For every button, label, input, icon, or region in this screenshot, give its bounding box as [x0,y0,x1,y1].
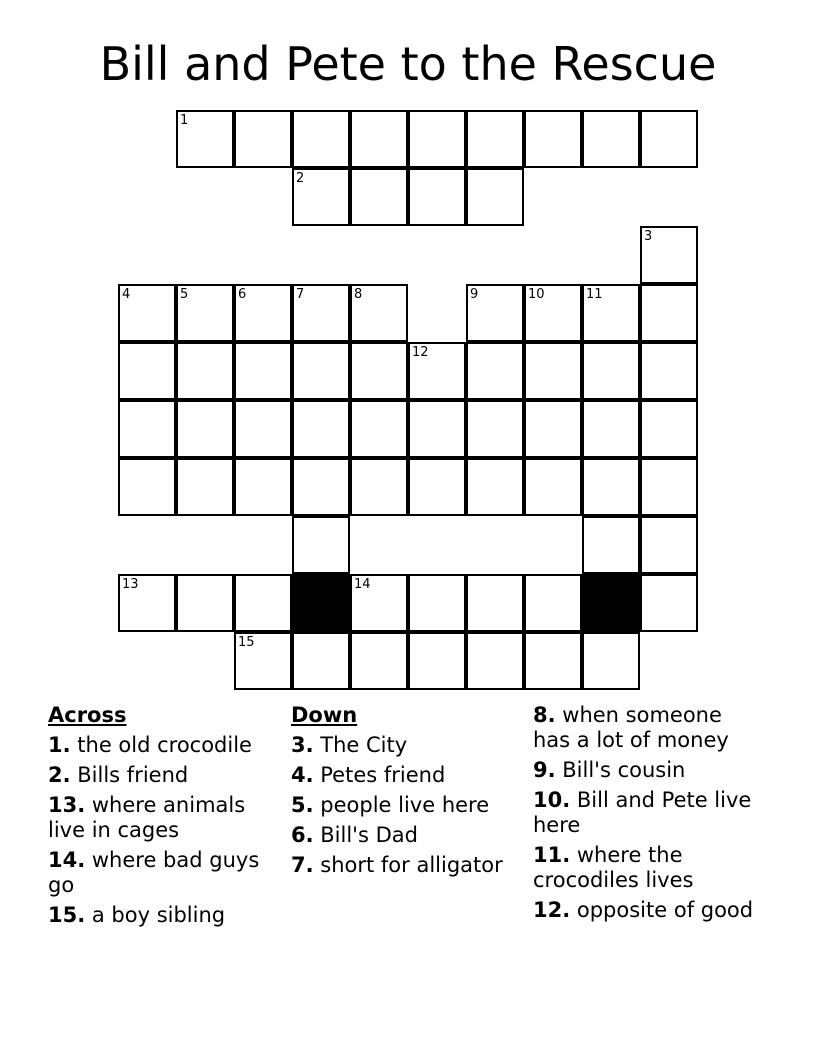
grid-cell[interactable] [408,168,466,226]
clue-text: where bad guys go [48,848,260,897]
puzzle-title: Bill and Pete to the Rescue [99,37,717,91]
grid-cell[interactable] [640,516,698,574]
grid-cell[interactable] [292,110,350,168]
clue-number: 7 [296,287,305,302]
clue-number: 14. [48,848,86,872]
grid-cell[interactable] [350,574,408,632]
clue-item [533,758,763,783]
clue-number: 14 [354,577,371,592]
grid-cell[interactable] [582,284,640,342]
grid-cell[interactable] [350,342,408,400]
grid-cell[interactable] [524,458,582,516]
grid-cell[interactable] [582,110,640,168]
grid-cell[interactable] [640,342,698,400]
grid-cell[interactable] [524,342,582,400]
grid-cell[interactable] [524,110,582,168]
down-clue-list [291,733,521,878]
grid-cell[interactable] [350,110,408,168]
grid-cell[interactable] [408,342,466,400]
grid-cell[interactable] [292,400,350,458]
grid-cell[interactable] [408,632,466,690]
clue-item [48,793,278,843]
clue-number: 13. [48,793,86,817]
grid-cell[interactable] [292,458,350,516]
grid-cell[interactable] [640,110,698,168]
grid-cell[interactable] [640,400,698,458]
grid-cell[interactable] [350,168,408,226]
grid-cell[interactable] [408,458,466,516]
grid-cell[interactable] [292,168,350,226]
clue-number: 5. [291,793,314,817]
grid-cell[interactable] [524,400,582,458]
clue-item [48,903,278,928]
grid-cell[interactable] [176,110,234,168]
grid-cell[interactable] [640,574,698,632]
grid-cell[interactable] [292,342,350,400]
clue-number: 11 [586,287,603,302]
grid-cell[interactable] [176,400,234,458]
grid-cell[interactable] [466,284,524,342]
grid-cell[interactable] [582,632,640,690]
grid-cell[interactable] [176,284,234,342]
grid-cell[interactable] [234,632,292,690]
clue-text: Bills friend [70,763,189,787]
clue-number: 6. [291,823,314,847]
clue-number: 9. [533,758,556,782]
grid-cell[interactable] [234,110,292,168]
grid-cell[interactable] [466,342,524,400]
clue-number: 10. [533,788,571,812]
grid-cell[interactable] [234,458,292,516]
grid-cell[interactable] [118,458,176,516]
grid-cell[interactable] [466,574,524,632]
clue-text: when someone has a lot of money [533,703,729,752]
clue-item [533,703,763,753]
clue-number: 15. [48,903,86,927]
clue-number: 8. [533,703,556,727]
grid-cell[interactable] [176,342,234,400]
grid-cell[interactable] [234,342,292,400]
grid-cell[interactable] [640,226,698,284]
clue-number: 5 [180,287,189,302]
grid-cell[interactable] [466,458,524,516]
clue-number: 10 [528,287,545,302]
grid-cell[interactable] [524,632,582,690]
grid-cell[interactable] [350,632,408,690]
clue-text: Bill's cousin [555,758,686,782]
clue-number: 11. [533,843,571,867]
grid-cell[interactable] [176,458,234,516]
grid-cell[interactable] [118,574,176,632]
grid-cell[interactable] [466,400,524,458]
grid-cell[interactable] [408,110,466,168]
across-heading: Across [48,703,127,727]
clue-item [533,898,763,923]
grid-cell[interactable] [350,458,408,516]
grid-cell[interactable] [292,284,350,342]
clue-text: short for alligator [313,853,503,877]
clue-item [291,793,521,818]
clue-item [48,763,278,788]
grid-cell[interactable] [524,574,582,632]
grid-cell[interactable] [350,400,408,458]
clue-number: 1 [180,113,189,128]
grid-cell[interactable] [350,284,408,342]
across-clue-list [48,733,278,928]
clue-number: 7. [291,853,314,877]
clue-item [291,763,521,788]
grid-cell[interactable] [234,574,292,632]
grid-cell[interactable] [466,168,524,226]
grid-cell[interactable] [234,284,292,342]
clue-number: 15 [238,635,255,650]
clue-number: 3. [291,733,314,757]
clue-number: 6 [238,287,247,302]
grid-cell[interactable] [292,516,350,574]
down-clues [291,703,521,883]
across-clues [48,703,278,933]
clue-item [291,853,521,878]
clue-item [533,843,763,893]
clue-number: 9 [470,287,479,302]
grid-cell[interactable] [176,574,234,632]
grid-cell[interactable] [640,284,698,342]
grid-cell[interactable] [408,400,466,458]
clue-number: 8 [354,287,363,302]
down-heading: Down [291,703,358,727]
grid-cell[interactable] [582,400,640,458]
clue-text: Petes friend [313,763,446,787]
clue-text: people live here [313,793,490,817]
grid-cell[interactable] [234,400,292,458]
grid-cell[interactable] [408,574,466,632]
clue-number: 4 [122,287,131,302]
grid-cell[interactable] [118,400,176,458]
clue-text: the old crocodile [70,733,252,757]
clue-text: Bill and Pete live here [533,788,752,837]
grid-cell[interactable] [582,342,640,400]
grid-cell[interactable] [118,284,176,342]
black-square [582,574,640,632]
down-clues-continued [533,703,763,928]
clue-item [48,848,278,898]
clue-item [291,823,521,848]
clue-number: 12. [533,898,571,922]
grid-cell[interactable] [524,284,582,342]
clue-number: 3 [644,229,653,244]
grid-cell[interactable] [466,110,524,168]
clue-text: The City [313,733,408,757]
grid-cell[interactable] [118,342,176,400]
clue-text: where animals live in cages [48,793,246,842]
grid-cell[interactable] [640,458,698,516]
down-clue-list-continued [533,703,763,923]
clue-text: opposite of good [570,898,754,922]
clue-text: where the crocodiles lives [533,843,694,892]
clue-text: a boy sibling [85,903,226,927]
clue-text: Bill's Dad [313,823,418,847]
clue-number: 1. [48,733,71,757]
clue-number: 4. [291,763,314,787]
clue-item [291,733,521,758]
grid-cell[interactable] [582,516,640,574]
clue-number: 2 [296,171,305,186]
grid-cell[interactable] [582,458,640,516]
grid-cell[interactable] [292,632,350,690]
grid-cell[interactable] [466,632,524,690]
clue-item [533,788,763,838]
clue-item [48,733,278,758]
black-square [292,574,350,632]
clue-number: 13 [122,577,139,592]
clue-number: 2. [48,763,71,787]
clue-number: 12 [412,345,429,360]
